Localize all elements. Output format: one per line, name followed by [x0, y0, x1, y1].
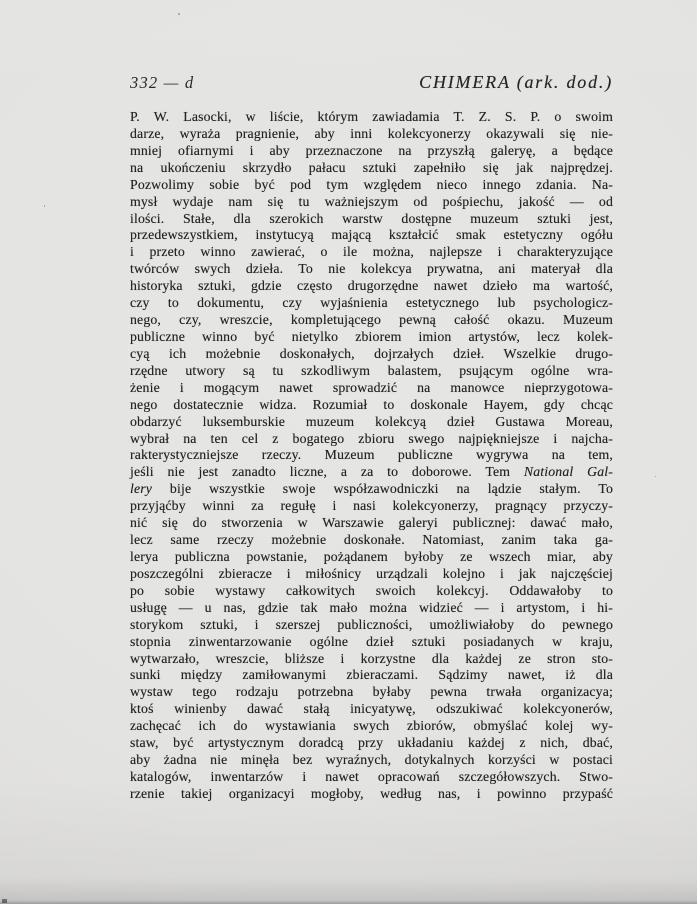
text-line: twórców swych dzieła. To nie kolekcya prywatna, ani materyał dla [130, 261, 613, 277]
text-line: Pozwolimy sobie być pod tym względem nieco innego zdania. Na- [130, 176, 613, 192]
scan-speck [2, 899, 7, 903]
text-line: sunki między zamiłowanymi zbieraczami. Sądzimy nawet, iż dla [130, 667, 613, 683]
text-line: rzenie takiej organizacyi mogłoby, według nas, i powinno przypaść [130, 785, 613, 801]
text-line: mniej ofiarnymi i aby przeznaczone na przyszłą galeryę, a będące [130, 142, 613, 158]
text-line: P. W. Lasocki, w liście, którym zawiadamia T. Z. S. P. o swoim [130, 109, 613, 124]
text-line: lery bije wszystkie swoje współzawodniczki na lądzie stałym. To [130, 481, 613, 497]
text-line: lerya publiczna powstanie, pożądanem byłoby ze wszech miar, aby [130, 548, 613, 564]
text-line: wystaw tego rodzaju potrzebna byłaby pewna trwała organizacya; [130, 684, 613, 700]
text-line: po sobie wystawy całkowitych swoich kolekcyj. Oddawałoby to [130, 582, 613, 598]
text-line: historyka sztuki, gdzie często drugorzędne nawet dzieło ma wartość, [130, 278, 613, 294]
page-number: 332 — d [130, 73, 195, 92]
text-line: nego, czy, wreszcie, kompletującego pewną całość okazu. Muzeum [130, 312, 613, 328]
page-header [130, 72, 613, 93]
text-line: darze, wyraża pragnienie, aby inni kolekcyonerzy okazywali się nie- [130, 125, 613, 141]
text-line: aby żadna nie minęła bez wyraźnych, dotykalnych korzyści w postaci [130, 752, 613, 768]
text-line: i przeto winno zawierać, o ile można, najlepsze i charakteryzujące [130, 244, 613, 260]
text-line: przedewszystkiem, instytucyą mającą kształcić smak estetyczny ogółu [130, 227, 613, 243]
text-line: zachęcać ich do wystawiania swych zbiorów, obmyślać kolej wy- [130, 718, 613, 734]
text-line: ilości. Stałe, dla szerokich warstw dostępne muzeum sztuki jest, [130, 210, 613, 226]
text-line: katalogów, inwentarzów i nawet opracowań szczegółowszych. Stwo- [130, 768, 613, 784]
text-line: staw, być artystycznym doradcą przy układaniu każdej z nich, dbać, [130, 735, 613, 751]
text-line: usługę — u nas, gdzie tak mało można widzieć — i artystom, i hi- [130, 599, 613, 615]
text-line: wybrał na ten cel z bogatego zbioru swego najpiękniejsze i najcha- [130, 430, 613, 446]
scan-speck [44, 205, 45, 207]
text-line: żenie i mogącym nawet sprowadzić na manowce nieprzygotowa- [130, 379, 613, 395]
scan-speck [178, 13, 180, 15]
text-line: przyjąćby winni za regułę i nasi kolekcyonerzy, pragnący przyczy- [130, 498, 613, 514]
text-line: storykom sztuki, i szerszej publiczności, umożliwiałoby do pewnego [130, 616, 613, 632]
text-line: poszczególni zbieracze i miłośnicy urządzali kolejno i jak najczęściej [130, 565, 613, 581]
text-line: czy to dokumentu, czy wyjaśnienia estetycznego lub psychologicz- [130, 295, 613, 311]
text-line: nić się do stworzenia w Warszawie galeryi publicznej: dawać mało, [130, 515, 613, 531]
text-line: rakterystyczniejsze rzeczy. Muzeum publiczne wygrywa na tem, [130, 447, 613, 463]
text-line: rzędne utwory są tu szkodliwym balastem, psującym ogólne wra- [130, 362, 613, 378]
text-line: jeśli nie jest zanadto liczne, a za to doborowe. Tem National Gal- [130, 464, 613, 480]
body-text [130, 109, 613, 803]
text-line: mysł wydaje nam się tu ważniejszym od pośpiechu, jakość — od [130, 193, 613, 209]
text-line: cyą ich możebnie doskonałych, dojrzałych dzieł. Wszelkie drugo- [130, 345, 613, 361]
text-line: na ukończeniu skrzydło pałacu sztuki zapełniło się jak najprędzej. [130, 159, 613, 175]
text-line: obdarzyć luksemburskie muzeum kolekcyą dzieł Gustawa Moreau, [130, 413, 613, 429]
text-line: wytwarzało, wreszcie, bliższe i korzystne dla każdej ze stron sto- [130, 650, 613, 666]
text-line: ktoś winienby dawać stałą inicyatywę, odszukiwać kolekcyonerów, [130, 701, 613, 717]
text-line: lecz same rzeczy możebnie doskonałe. Natomiast, zanim taka ga- [130, 532, 613, 548]
scan-speck [655, 476, 656, 477]
text-line: nego dostatecznie widza. Rozumiał to doskonale Hayem, gdy chcąc [130, 396, 613, 412]
text-line: publiczne winno być nietylko zbiorem imion artystów, lecz kolek- [130, 328, 613, 344]
journal-title: CHIMERA (ark. dod.) [419, 72, 613, 92]
text-line: stopnia zinwentarzowanie ogólne dzieł sztuki posiadanych w kraju, [130, 633, 613, 649]
